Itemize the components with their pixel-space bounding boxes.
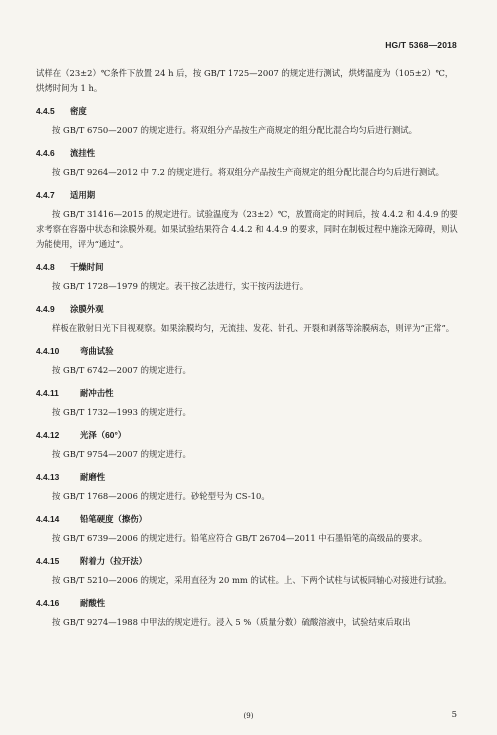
- section-number: 4.4.6: [36, 148, 55, 158]
- section-title: 耐磨性: [80, 472, 106, 482]
- page-number: 5: [451, 710, 457, 720]
- section-paragraph: 按 GB/T 5210—2006 的规定，采用直径为 20 mm 的试柱。上、下两个试柱与试板同轴心对接进行试验。: [52, 575, 452, 585]
- section-paragraph: 按 GB/T 9264—2012 中 7.2 的规定进行。将双组分产品按生产商规定的组分配比混合均匀后进行测试。: [52, 167, 445, 177]
- section-title: 干燥时间: [70, 262, 104, 272]
- section-heading: [36, 302, 461, 317]
- section-paragraph: 按 GB/T 6739—2006 的规定进行。铅笔应符合 GB/T 26704—2011 中石墨铅笔的高级品的要求。: [52, 533, 428, 543]
- section-4-4-10: [36, 344, 461, 378]
- section-4-4-5: [36, 104, 461, 138]
- section-number: 4.4.12: [36, 430, 60, 440]
- document-body: [36, 66, 461, 630]
- section-number: 4.4.5: [36, 106, 55, 116]
- footer-center-mark: (9): [243, 712, 254, 720]
- section-paragraph: 按 GB/T 6742—2007 的规定进行。: [52, 365, 191, 375]
- section-heading: [36, 386, 461, 401]
- section-4-4-6: [36, 146, 461, 180]
- section-paragraph: 按 GB/T 1768—2006 的规定进行。砂轮型号为 CS-10。: [52, 491, 270, 501]
- section-heading: [36, 344, 461, 359]
- section-title: 涂膜外观: [70, 304, 104, 314]
- section-4-4-8: [36, 260, 461, 294]
- section-4-4-15: [36, 554, 461, 588]
- section-4-4-7: [36, 188, 461, 252]
- section-title: 附着力（拉开法）: [80, 556, 147, 566]
- section-number: 4.4.13: [36, 472, 60, 482]
- section-number: 4.4.11: [36, 388, 59, 398]
- section-heading: [36, 428, 461, 443]
- section-number: 4.4.15: [36, 556, 60, 566]
- section-heading: [36, 512, 461, 527]
- section-heading: [36, 104, 461, 119]
- section-number: 4.4.10: [36, 346, 60, 356]
- section-4-4-13: [36, 470, 461, 504]
- section-title: 耐冲击性: [80, 388, 114, 398]
- section-heading: [36, 554, 461, 569]
- section-paragraph: 按 GB/T 1728—1979 的规定。表干按乙法进行，实干按丙法进行。: [52, 281, 309, 291]
- section-title: 耐酸性: [80, 598, 106, 608]
- section-title: 流挂性: [70, 148, 96, 158]
- section-number: 4.4.7: [36, 190, 55, 200]
- section-title: 光泽（60°）: [80, 430, 127, 440]
- section-4-4-16: [36, 596, 461, 630]
- section-heading: [36, 470, 461, 485]
- section-paragraph: 按 GB/T 9274—1988 中甲法的规定进行。浸入 5 %（质量分数）硫酸溶液中，试验结束后取出: [52, 617, 411, 627]
- section-title: 弯曲试验: [80, 346, 114, 356]
- section-heading: [36, 596, 461, 611]
- section-paragraph: 按 GB/T 31416—2015 的规定进行。试验温度为（23±2）℃，放置商定的时间后，按 4.4.2 和 4.4.9 的要求考察在容器中状态和涂膜外观。如果试验结果符合 4.4.2 和 4.4.9 的要求，同时在制板过程中施涂无障碍，则认为能使用，评为“通过”。: [36, 209, 458, 249]
- section-heading: [36, 146, 461, 161]
- section-title: 密度: [70, 106, 87, 116]
- section-paragraph: 按 GB/T 6750—2007 的规定进行。将双组分产品按生产商规定的组分配比混合均匀后进行测试。: [52, 125, 417, 135]
- section-number: 4.4.16: [36, 598, 60, 608]
- section-heading: [36, 188, 461, 203]
- section-heading: [36, 260, 461, 275]
- section-4-4-12: [36, 428, 461, 462]
- intro-paragraph: 试样在（23±2）℃条件下放置 24 h 后，按 GB/T 1725—2007 的规定进行测试，烘烤温度为（105±2）℃，烘烤时间为 1 h。: [36, 68, 454, 93]
- section-title: 适用期: [70, 190, 96, 200]
- section-paragraph: 样板在散射日光下目视观察。如果涂膜均匀，无流挂、发花、针孔、开裂和剥落等涂膜病态，则评为“正常”。: [52, 323, 455, 333]
- section-number: 4.4.14: [36, 514, 60, 524]
- standard-header: HG/T 5368—2018: [385, 40, 457, 50]
- section-4-4-11: [36, 386, 461, 420]
- section-paragraph: 按 GB/T 9754—2007 的规定进行。: [52, 449, 191, 459]
- section-4-4-9: [36, 302, 461, 336]
- section-number: 4.4.9: [36, 304, 55, 314]
- section-title: 铅笔硬度（擦伤）: [80, 514, 147, 524]
- section-number: 4.4.8: [36, 262, 55, 272]
- section-4-4-14: [36, 512, 461, 546]
- section-paragraph: 按 GB/T 1732—1993 的规定进行。: [52, 407, 191, 417]
